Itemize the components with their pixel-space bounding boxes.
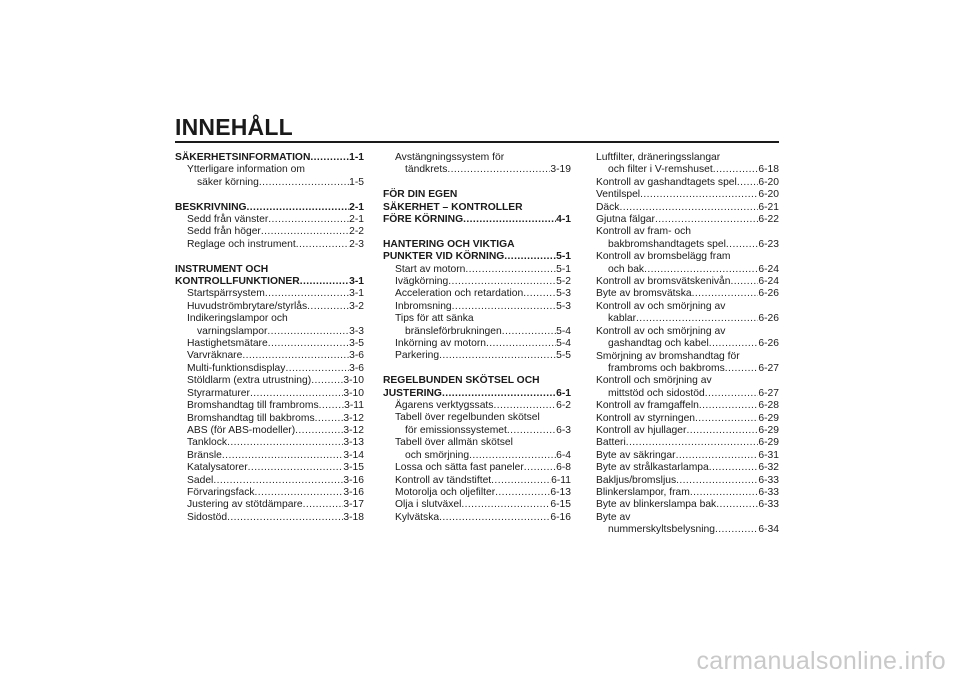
toc-entry-sakerhetsinformation[interactable]: SÄKERHETSINFORMATION ..... 1-1	[175, 152, 364, 164]
toc-entry[interactable]: Byte av bromsvätska ..... 6-26	[596, 288, 779, 300]
toc-entry[interactable]: Byte av strålkastarlampa ..... 6-32	[596, 462, 779, 474]
toc-entry[interactable]: Gjutna fälgar ..... 6-22	[596, 214, 779, 226]
toc-entry[interactable]: Kontroll av framgaffeln ..... 6-28	[596, 400, 779, 412]
toc-entry-text: Kontroll och smörjning av	[596, 375, 712, 387]
toc-entry-text: Avstängningssystem för	[395, 152, 505, 163]
toc-entry[interactable]: Däck ..... 6-21	[596, 202, 779, 214]
toc-heading-text: FÖR DIN EGEN	[383, 189, 458, 201]
toc-entry[interactable]: Ventilspel ..... 6-20	[596, 189, 779, 201]
toc-entry[interactable]: Sedd från vänster ..... 2-1	[175, 214, 364, 226]
toc-entry[interactable]: Ivägkörning ..... 5-2	[383, 276, 571, 288]
toc-entry[interactable]: Inkörning av motorn ..... 5-4	[383, 338, 571, 350]
toc-entry-text: Byte av	[596, 511, 631, 523]
toc-entry-saker-korning[interactable]: säker körning ..... 1-5	[175, 177, 364, 189]
toc-entry[interactable]: bränsleförbrukningen ..... 5-4	[383, 326, 571, 338]
toc-entry[interactable]: Hastighetsmätare ..... 3-5	[175, 338, 364, 350]
toc-entry-text: Kontroll av och smörjning av	[596, 300, 726, 312]
toc-column-3	[596, 152, 779, 537]
toc-entry[interactable]: Blinkerslampor, fram ..... 6-33	[596, 487, 779, 499]
toc-column-1	[175, 152, 364, 524]
toc-entry[interactable]: Justering av stötdämpare ..... 3-17	[175, 499, 364, 511]
toc-entry[interactable]: Tanklock ..... 3-13	[175, 437, 364, 449]
toc-entry[interactable]: och filter i V-remshuset ..... 6-18	[596, 164, 779, 176]
watermark: carmanualsonline.info	[696, 647, 946, 675]
toc-entry[interactable]: Kontroll av styrningen ..... 6-29	[596, 413, 779, 425]
toc-entry[interactable]: Reglage och instrument ..... 2-3	[175, 239, 364, 251]
toc-heading-text: SÄKERHET – KONTROLLER	[383, 201, 523, 213]
toc-entry[interactable]: Sedd från höger ..... 2-2	[175, 226, 364, 238]
toc-entry[interactable]: Styrarmaturer ..... 3-10	[175, 388, 364, 400]
toc-entry-text: Ytterligare information om	[187, 164, 305, 176]
toc-entry[interactable]: Byte av blinkerslampa bak ..... 6-33	[596, 499, 779, 511]
toc-entry[interactable]: gashandtag och kabel ..... 6-26	[596, 338, 779, 350]
toc-entry[interactable]: Start av motorn ..... 5-1	[383, 264, 571, 276]
toc-entry-text: Smörjning av bromshandtag för	[596, 350, 740, 362]
toc-entry-beskrivning[interactable]: BESKRIVNING ..... 2-1	[175, 202, 364, 214]
toc-entry[interactable]: bakbromshandtagets spel ..... 6-23	[596, 239, 779, 251]
toc-entry[interactable]: Förvaringsfack ..... 3-16	[175, 487, 364, 499]
toc-entry[interactable]: Katalysatorer ..... 3-15	[175, 462, 364, 474]
toc-entry[interactable]: kablar ..... 6-26	[596, 313, 779, 325]
toc-entry[interactable]: Parkering ..... 5-5	[383, 350, 571, 362]
toc-entry[interactable]: Ägarens verktygssats ..... 6-2	[383, 400, 571, 412]
toc-entry[interactable]: frambroms och bakbroms ..... 6-27	[596, 363, 779, 375]
toc-entry[interactable]: Batteri ..... 6-29	[596, 437, 779, 449]
toc-entry[interactable]: Kontroll av tändstiftet ..... 6-11	[383, 475, 571, 487]
toc-entry[interactable]: ABS (för ABS-modeller) ..... 3-12	[175, 425, 364, 437]
toc-column-2	[383, 152, 571, 524]
toc-entry[interactable]: Kontroll av hjullager ..... 6-29	[596, 425, 779, 437]
toc-entry-justering[interactable]: JUSTERING ..... 6-1	[383, 388, 571, 400]
toc-entry[interactable]: Acceleration och retardation ..... 5-3	[383, 288, 571, 300]
toc-entry[interactable]: Olja i slutväxel ..... 6-15	[383, 499, 571, 511]
toc-entry-text: Tabell över allmän skötsel	[395, 437, 513, 449]
toc-entry-punkter-vid-korning[interactable]: PUNKTER VID KÖRNING ..... 5-1	[383, 251, 571, 263]
toc-entry[interactable]: Varvräknare ..... 3-6	[175, 350, 364, 362]
toc-entry[interactable]: Stöldlarm (extra utrustning) ..... 3-10	[175, 375, 364, 387]
toc-heading-text: INSTRUMENT OCH	[175, 263, 269, 275]
toc-heading-text: REGELBUNDEN SKÖTSEL OCH	[383, 375, 540, 387]
toc-entry-text: Tabell över regelbunden skötsel	[395, 412, 540, 424]
toc-entry[interactable]: tändkrets ..... 3-19	[383, 164, 571, 176]
toc-entry[interactable]: och bak ..... 6-24	[596, 264, 779, 276]
toc-entry-text: Kontroll av bromsbelägg fram	[596, 251, 731, 263]
toc-entry-text: Indikeringslampor och	[187, 313, 288, 325]
toc-entry[interactable]: varningslampor ..... 3-3	[175, 326, 364, 338]
toc-entry[interactable]: Bränsle ..... 3-14	[175, 450, 364, 462]
toc-entry-kontrollfunktioner[interactable]: KONTROLLFUNKTIONER ..... 3-1	[175, 276, 364, 288]
toc-entry[interactable]: Bakljus/bromsljus ..... 6-33	[596, 475, 779, 487]
toc-entry[interactable]: Sidostöd ..... 3-18	[175, 512, 364, 524]
title-rule	[175, 141, 779, 143]
toc-entry[interactable]: Huvudströmbrytare/styrlås ..... 3-2	[175, 301, 364, 313]
toc-entry-text: Kontroll av och smörjning av	[596, 325, 726, 337]
toc-entry[interactable]: för emissionssystemet ..... 6-3	[383, 425, 571, 437]
toc-entry-text: Tips för att sänka	[395, 313, 474, 325]
toc-entry[interactable]: Kontroll av gashandtagets spel ..... 6-20	[596, 177, 779, 189]
toc-entry[interactable]: och smörjning ..... 6-4	[383, 450, 571, 462]
toc-entry[interactable]: Multi-funktionsdisplay ..... 3-6	[175, 363, 364, 375]
toc-entry[interactable]: Kylvätska ..... 6-16	[383, 512, 571, 524]
toc-heading-text: HANTERING OCH VIKTIGA	[383, 238, 515, 250]
toc-entry[interactable]: Startspärrsystem ..... 3-1	[175, 288, 364, 300]
toc-entry[interactable]: Kontroll av bromsvätskenivån ..... 6-24	[596, 276, 779, 288]
page-title: INNEHÅLL	[175, 114, 293, 140]
toc-entry-text: Luftfilter, dräneringsslangar	[596, 152, 721, 163]
toc-entry[interactable]: mittstöd och sidostöd ..... 6-27	[596, 388, 779, 400]
toc-entry-text: Kontroll av fram- och	[596, 226, 691, 238]
toc-entry[interactable]: Inbromsning ..... 5-3	[383, 301, 571, 313]
toc-entry[interactable]: Lossa och sätta fast paneler ..... 6-8	[383, 462, 571, 474]
toc-entry-fore-korning[interactable]: FÖRE KÖRNING ..... 4-1	[383, 214, 571, 226]
toc-entry[interactable]: Byte av säkringar ..... 6-31	[596, 450, 779, 462]
toc-entry[interactable]: Bromshandtag till bakbroms ..... 3-12	[175, 413, 364, 425]
toc-entry[interactable]: Motorolja och oljefilter ..... 6-13	[383, 487, 571, 499]
toc-entry[interactable]: nummerskyltsbelysning ..... 6-34	[596, 524, 779, 536]
toc-entry[interactable]: Bromshandtag till frambroms ..... 3-11	[175, 400, 364, 412]
toc-entry[interactable]: Sadel ..... 3-16	[175, 475, 364, 487]
